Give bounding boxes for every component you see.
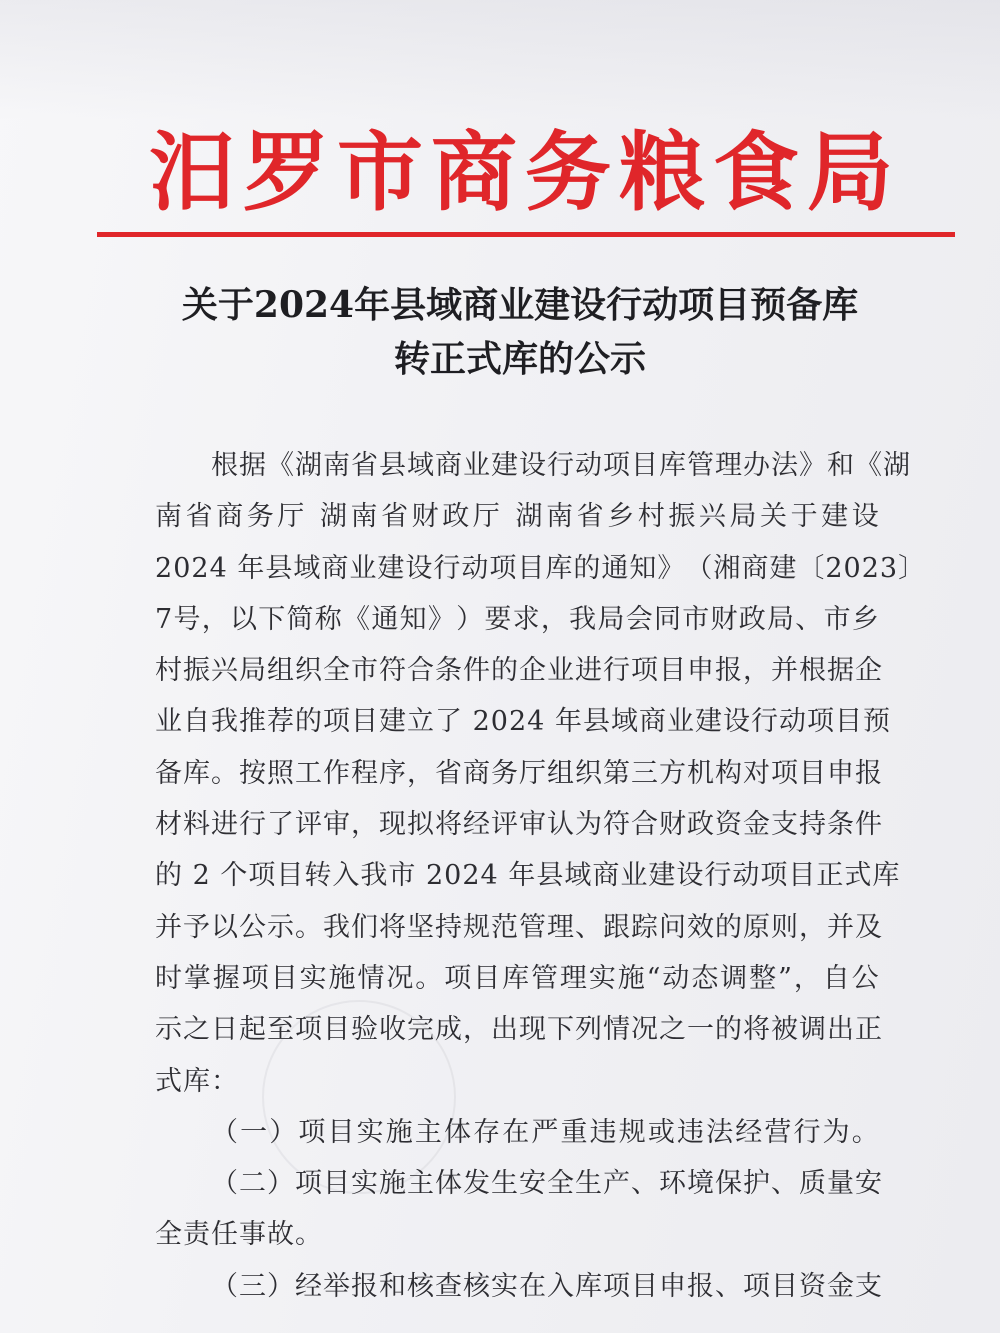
list-item-3: （ 三 ） 经 举 报 和 核 查 核 实 在 入 库 项 目 申 报 、 项 目 资 金 支 (211, 1270, 883, 1302)
red-header-rule (97, 232, 955, 237)
list-item-2-continuation: 全责任事故。 (155, 1219, 323, 1251)
page-shadow (0, 0, 1000, 120)
body-line: 2 0 2 4 年 县 域 商 业 建 设 行 动 项 目 库 的 通 知 》 （ 湘 商 建 〔 2 0 2 3 〕 (155, 552, 927, 584)
title-line-2: 转正式库的公示 (393, 338, 646, 380)
body-line: 材 料 进 行 了 评 审 ， 现 拟 将 经 评 审 认 为 符 合 财 政 资 金 支 持 条 件 (155, 809, 883, 841)
body-line: 业 自 我 推 荐 的 项 目 建 立 了 2 0 2 4 年 县 域 商 业 建 设 行 动 项 目 预 (155, 706, 891, 738)
body-line: 南 省 商 务 厅 湖 南 省 财 政 厅 湖 南 省 乡 村 振 兴 局 关 于 建 设 (155, 501, 880, 533)
body-line: 的 2 个 项 目 转 入 我 市 2 0 2 4 年 县 域 商 业 建 设 行 动 项 目 正 式 库 (155, 860, 901, 892)
list-item-2: （ 二 ） 项 目 实 施 主 体 发 生 安 全 生 产 、 环 境 保 护 、 质 量 安 (211, 1168, 883, 1200)
body-line: 示 之 日 起 至 项 目 验 收 完 成 ， 出 现 下 列 情 况 之 一 的 将 被 调 出 正 (155, 1014, 883, 1046)
body-line: 根 据 《 湖 南 省 县 域 商 业 建 设 行 动 项 目 库 管 理 办 法 》 和 《 湖 (211, 450, 911, 481)
list-item-1: （ 一 ） 项 目 实 施 主 体 存 在 严 重 违 规 或 违 法 经 营 行 为 。 (211, 1116, 880, 1148)
body-line: 备 库 。 按 照 工 作 程 序 ， 省 商 务 厅 组 织 第 三 方 机 构 对 项 目 申 报 (155, 757, 883, 789)
body-line: 村 振 兴 局 组 织 全 市 符 合 条 件 的 企 业 进 行 项 目 申 报 ， 并 根 据 企 (155, 655, 883, 687)
document-body (155, 440, 927, 1312)
body-line: 并 予 以 公 示 。 我 们 将 坚 持 规 范 管 理 、 跟 踪 问 效 的 原 则 ， 并 及 (155, 911, 883, 943)
body-line: 式库： (155, 1065, 239, 1097)
body-line: 7 号 ， 以 下 简 称 《 通 知 》 ） 要 求 ， 我 局 会 同 市 财 政 局 、 市 乡 (155, 603, 880, 635)
issuer-heading: 汨罗市商务粮食局 (149, 123, 901, 223)
title-line-1: 关于2024年县域商业建设行动项目预备库 (181, 284, 859, 326)
body-line: 时 掌 握 项 目 实 施 情 况 。 项 目 库 管 理 实 施 “ 动 态 调 整 ” ， 自 公 (155, 962, 880, 994)
document-title (100, 278, 940, 386)
